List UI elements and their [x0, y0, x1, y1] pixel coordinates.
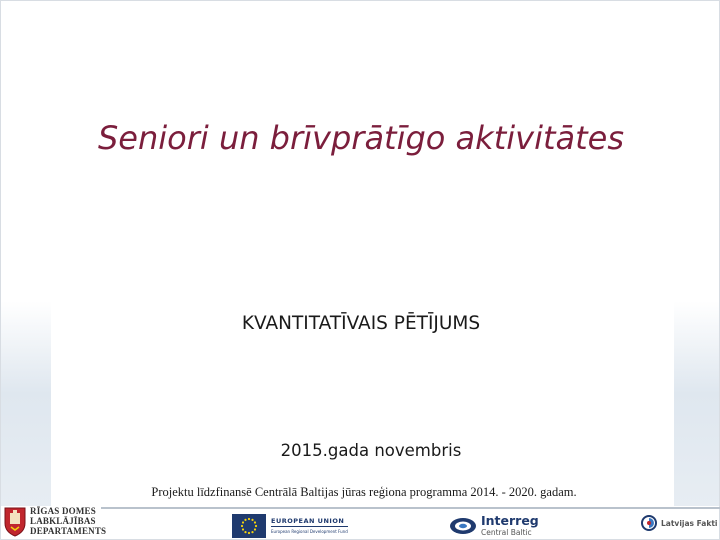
riga-logo-line: LABKLĀJĪBAS: [30, 515, 96, 526]
riga-logo-text: [30, 506, 106, 536]
interreg-name: Interreg: [481, 512, 539, 528]
interreg-mark-icon: [449, 516, 477, 536]
eu-flag-icon: [232, 514, 266, 538]
latvijas-fakti-name: Latvijas Fakti: [661, 518, 718, 528]
interreg-region: Central Baltic: [481, 528, 532, 537]
slide-title: Seniori un brīvprātīgo aktivitātes: [97, 119, 625, 157]
interreg-logo: [449, 512, 549, 539]
footer-divider: [101, 507, 720, 509]
slide-subtitle: KVANTITATĪVAIS PĒTĪJUMS: [241, 313, 481, 334]
latvijas-fakti-icon: [641, 515, 657, 531]
riga-emblem-icon: [3, 505, 27, 537]
interreg-logo-text: [481, 512, 539, 537]
riga-welfare-logo: [3, 502, 107, 539]
eu-name: EUROPEAN UNION: [271, 517, 348, 527]
latvijas-fakti-logo: [641, 512, 719, 534]
funding-note: Projektu līdzfinansē Centrālā Baltijas jūras reģiona programma 2014. - 2020. gadam.: [151, 485, 577, 499]
eu-fund: European Regional Development Fund: [271, 529, 348, 534]
slide-date: 2015.gada novembris: [280, 441, 462, 460]
riga-logo-line: RĪGAS DOMES: [30, 505, 96, 516]
eu-logo: [232, 512, 350, 539]
riga-logo-line: DEPARTAMENTS: [30, 525, 107, 536]
eu-logo-text: [271, 517, 348, 534]
